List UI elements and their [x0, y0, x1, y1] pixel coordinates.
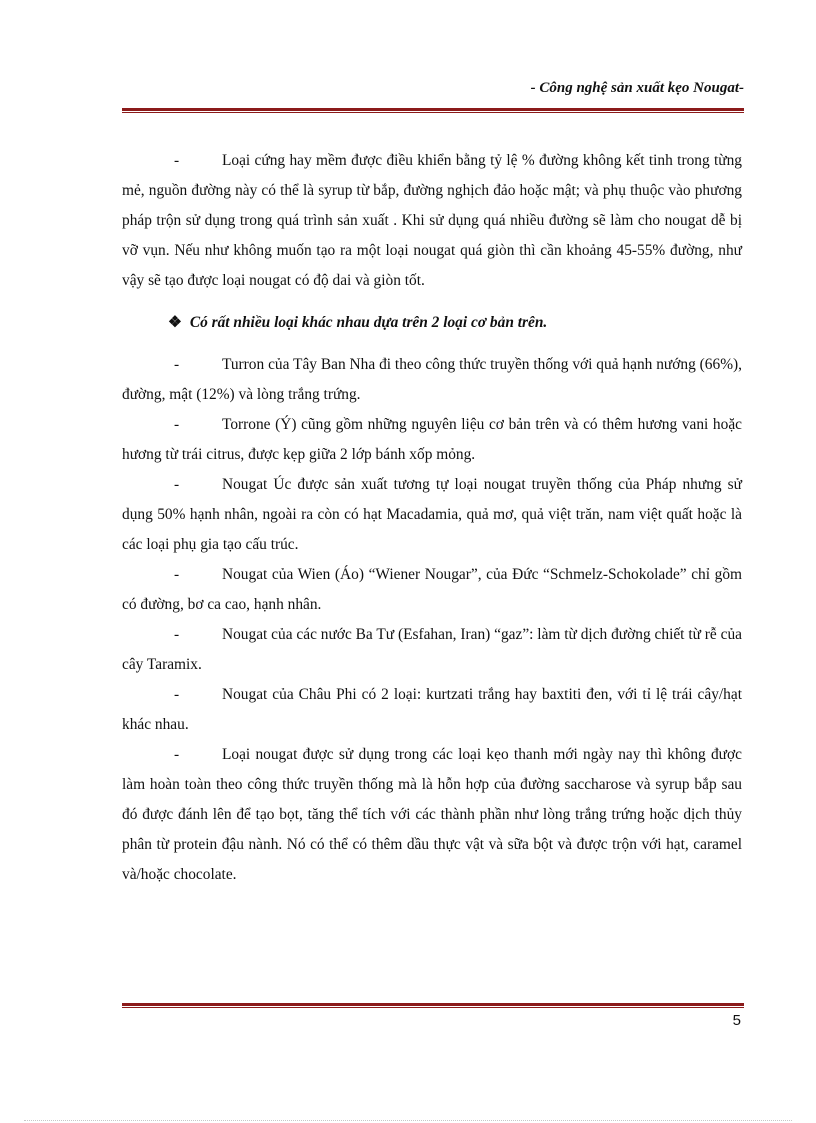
page-body	[122, 146, 742, 890]
list-item-text: Torrone (Ý) cũng gồm những nguyên liệu cơ bản trên và có thêm hương vani hoặc hương từ trái citrus, được kẹp giữa 2 lớp bánh xốp mỏng.	[122, 416, 742, 463]
dash-bullet: -	[174, 686, 180, 703]
list-item-text: Nougat của các nước Ba Tư (Esfahan, Iran) “gaz”: làm từ dịch đường chiết từ rễ của cây Taramix.	[122, 626, 742, 673]
list-item-text: Nougat của Châu Phi có 2 loại: kurtzati trắng hay baxtiti đen, với tỉ lệ trái cây/hạt khác nhau.	[122, 686, 742, 733]
paragraph-text: Loại cứng hay mềm được điều khiển bằng tỷ lệ % đường không kết tinh trong từng mẻ, nguồn đường này có thể là syrup từ bắp, đường nghịch đảo hoặc mật; và phụ thuộc vào phương pháp trộn sử dụng trong quá trình sản xuất . Khi sử dụng quá nhiều đường sẽ làm cho nougat dễ bị vỡ vụn. Nếu như không muốn tạo ra một loại nougat quá giòn thì cần khoảng 45-55% đường, như vậy sẽ tạo được loại nougat có độ dai và giòn tốt.	[122, 152, 742, 289]
list-item-text: Turron của Tây Ban Nha đi theo công thức truyền thống với quả hạnh nướng (66%), đường, mật (12%) và lòng trắng trứng.	[122, 356, 742, 403]
page-number: 5	[732, 1012, 741, 1029]
dash-bullet: -	[174, 476, 180, 493]
list-item-text: Nougat của Wien (Áo) “Wiener Nougar”, của Đức “Schmelz-Schokolade” chỉ gồm có đường, bơ ca cao, hạnh nhân.	[122, 566, 742, 613]
list-item	[122, 560, 742, 620]
list-item	[122, 350, 742, 410]
list-item	[122, 410, 742, 470]
section-heading-text: Có rất nhiều loại khác nhau dựa trên 2 loại cơ bản trên.	[189, 314, 548, 331]
list-item-text: Loại nougat được sử dụng trong các loại kẹo thanh mới ngày nay thì không được làm hoàn toàn theo công thức truyền thống mà là hỗn hợp của đường saccharose và syrup bắp sau đó được đánh lên để tạo bọt, tăng thể tích với các thành phần như lòng trắng trứng hoặc dịch thủy phân từ protein đậu nành. Nó có thể có thêm dầu thực vật và sữa bột và được trộn với hạt, caramel và/hoặc chocolate.	[122, 746, 742, 883]
dash-bullet: -	[174, 746, 180, 763]
list-item	[122, 680, 742, 740]
list-item	[122, 470, 742, 560]
dash-bullet: -	[174, 152, 180, 169]
list-item	[122, 620, 742, 680]
paragraph	[122, 146, 742, 296]
footer-rule	[122, 1003, 744, 1008]
header-rule	[122, 108, 744, 113]
list-item	[122, 740, 742, 890]
dash-bullet: -	[174, 416, 180, 433]
section-heading	[168, 308, 742, 338]
running-header: - Công nghệ sản xuất kẹo Nougat-	[530, 80, 744, 96]
page-edge-divider	[24, 1120, 792, 1121]
dash-bullet: -	[174, 356, 180, 373]
diamond-bullet-icon: ❖	[168, 314, 182, 331]
list-item-text: Nougat Úc được sản xuất tương tự loại nougat truyền thống của Pháp nhưng sử dụng 50% hạnh nhân, ngoài ra còn có hạt Macadamia, quả mơ, quả việt trăn, nam việt quất hoặc là các loại phụ gia tạo cấu trúc.	[122, 476, 742, 553]
dash-bullet: -	[174, 626, 180, 643]
dash-bullet: -	[174, 566, 180, 583]
